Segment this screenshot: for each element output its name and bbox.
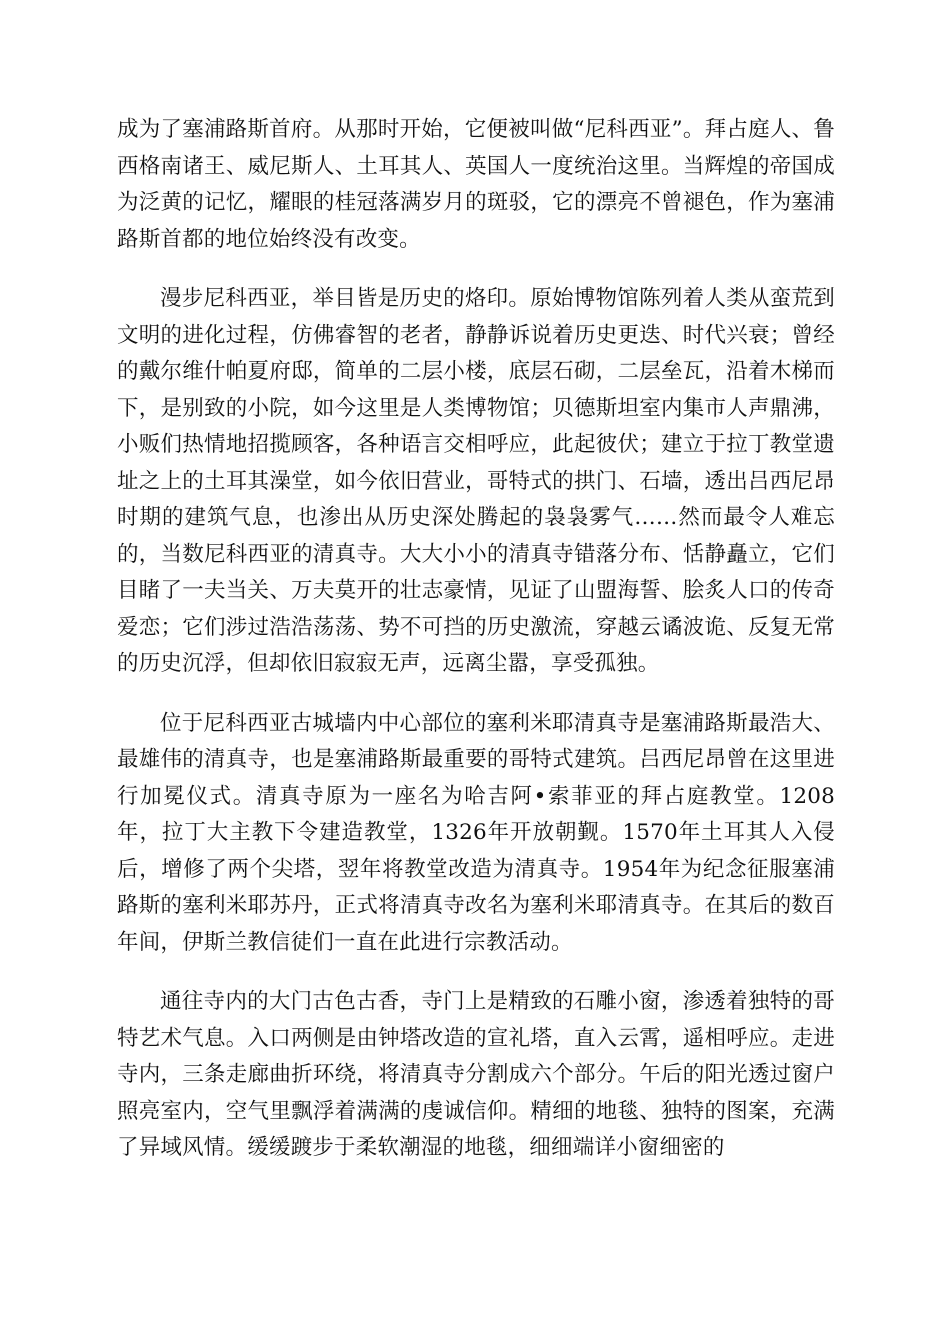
- article-body: [117, 112, 835, 1190]
- paragraph-nicosia-history: 漫步尼科西亚，举目皆是历史的烙印。原始博物馆陈列着人类从蛮荒到文明的进化过程，仿佛睿智的老者，静静诉说着历史更迭、时代兴衰；曾经的戴尔维什帕夏府邸，简单的二层小楼，底层石砌，二层垒瓦，沿着木梯而下，是别致的小院，如今这里是人类博物馆；贝德斯坦室内集市人声鼎沸，小贩们热情地招揽顾客，各种语言交相呼应，此起彼伏；建立于拉丁教堂遗址之上的土耳其澡堂，如今依旧营业，哥特式的拱门、石墙，透出吕西尼昂时期的建筑气息，也渗出从历史深处腾起的袅袅雾气……然而最令人难忘的，当数尼科西亚的清真寺。大大小小的清真寺错落分布、恬静矗立，它们目睹了一夫当关、万夫莫开的壮志豪情，见证了山盟海誓、脍炙人口的传奇爱恋；它们涉过浩浩荡荡、势不可挡的历史激流，穿越云谲波诡、反复无常的历史沉浮，但却依旧寂寂无声，远离尘嚣，享受孤独。: [117, 286, 835, 676]
- paragraph-continuation: 成为了塞浦路斯首府。从那时开始，它便被叫做“尼科西亚”。拜占庭人、鲁西格南诸王、威尼斯人、土耳其人、英国人一度统治这里。当辉煌的帝国成为泛黄的记忆，耀眼的桂冠落满岁月的斑驳，它的漂亮不曾褪色，作为塞浦路斯首都的地位始终没有改变。: [117, 117, 835, 252]
- paragraph-selimiye-mosque: 位于尼科西亚古城墙内中心部位的塞利米耶清真寺是塞浦路斯最浩大、最雄伟的清真寺，也是塞浦路斯最重要的哥特式建筑。吕西尼昂曾在这里进行加冕仪式。清真寺原为一座名为哈吉阿•索菲亚的拜占庭教堂。1208年，拉丁大主教下令建造教堂，1326年开放朝觐。1570年土耳其人入侵后，增修了两个尖塔，翌年将教堂改造为清真寺。1954年为纪念征服塞浦路斯的塞利米耶苏丹，正式将清真寺改名为塞利米耶清真寺。在其后的数百年间，伊斯兰教信徒们一直在此进行宗教活动。: [117, 710, 835, 955]
- paragraph-mosque-interior: 通往寺内的大门古色古香，寺门上是精致的石雕小窗，渗透着独特的哥特艺术气息。入口两侧是由钟塔改造的宣礼塔，直入云霄，遥相呼应。走进寺内，三条走廊曲折环绕，将清真寺分割成六个部分。午后的阳光透过窗户照亮室内，空气里飘浮着满满的虔诚信仰。精细的地毯、独特的图案，充满了异域风情。缓缓踱步于柔软潮湿的地毯，细细端详小窗细密的: [117, 989, 835, 1160]
